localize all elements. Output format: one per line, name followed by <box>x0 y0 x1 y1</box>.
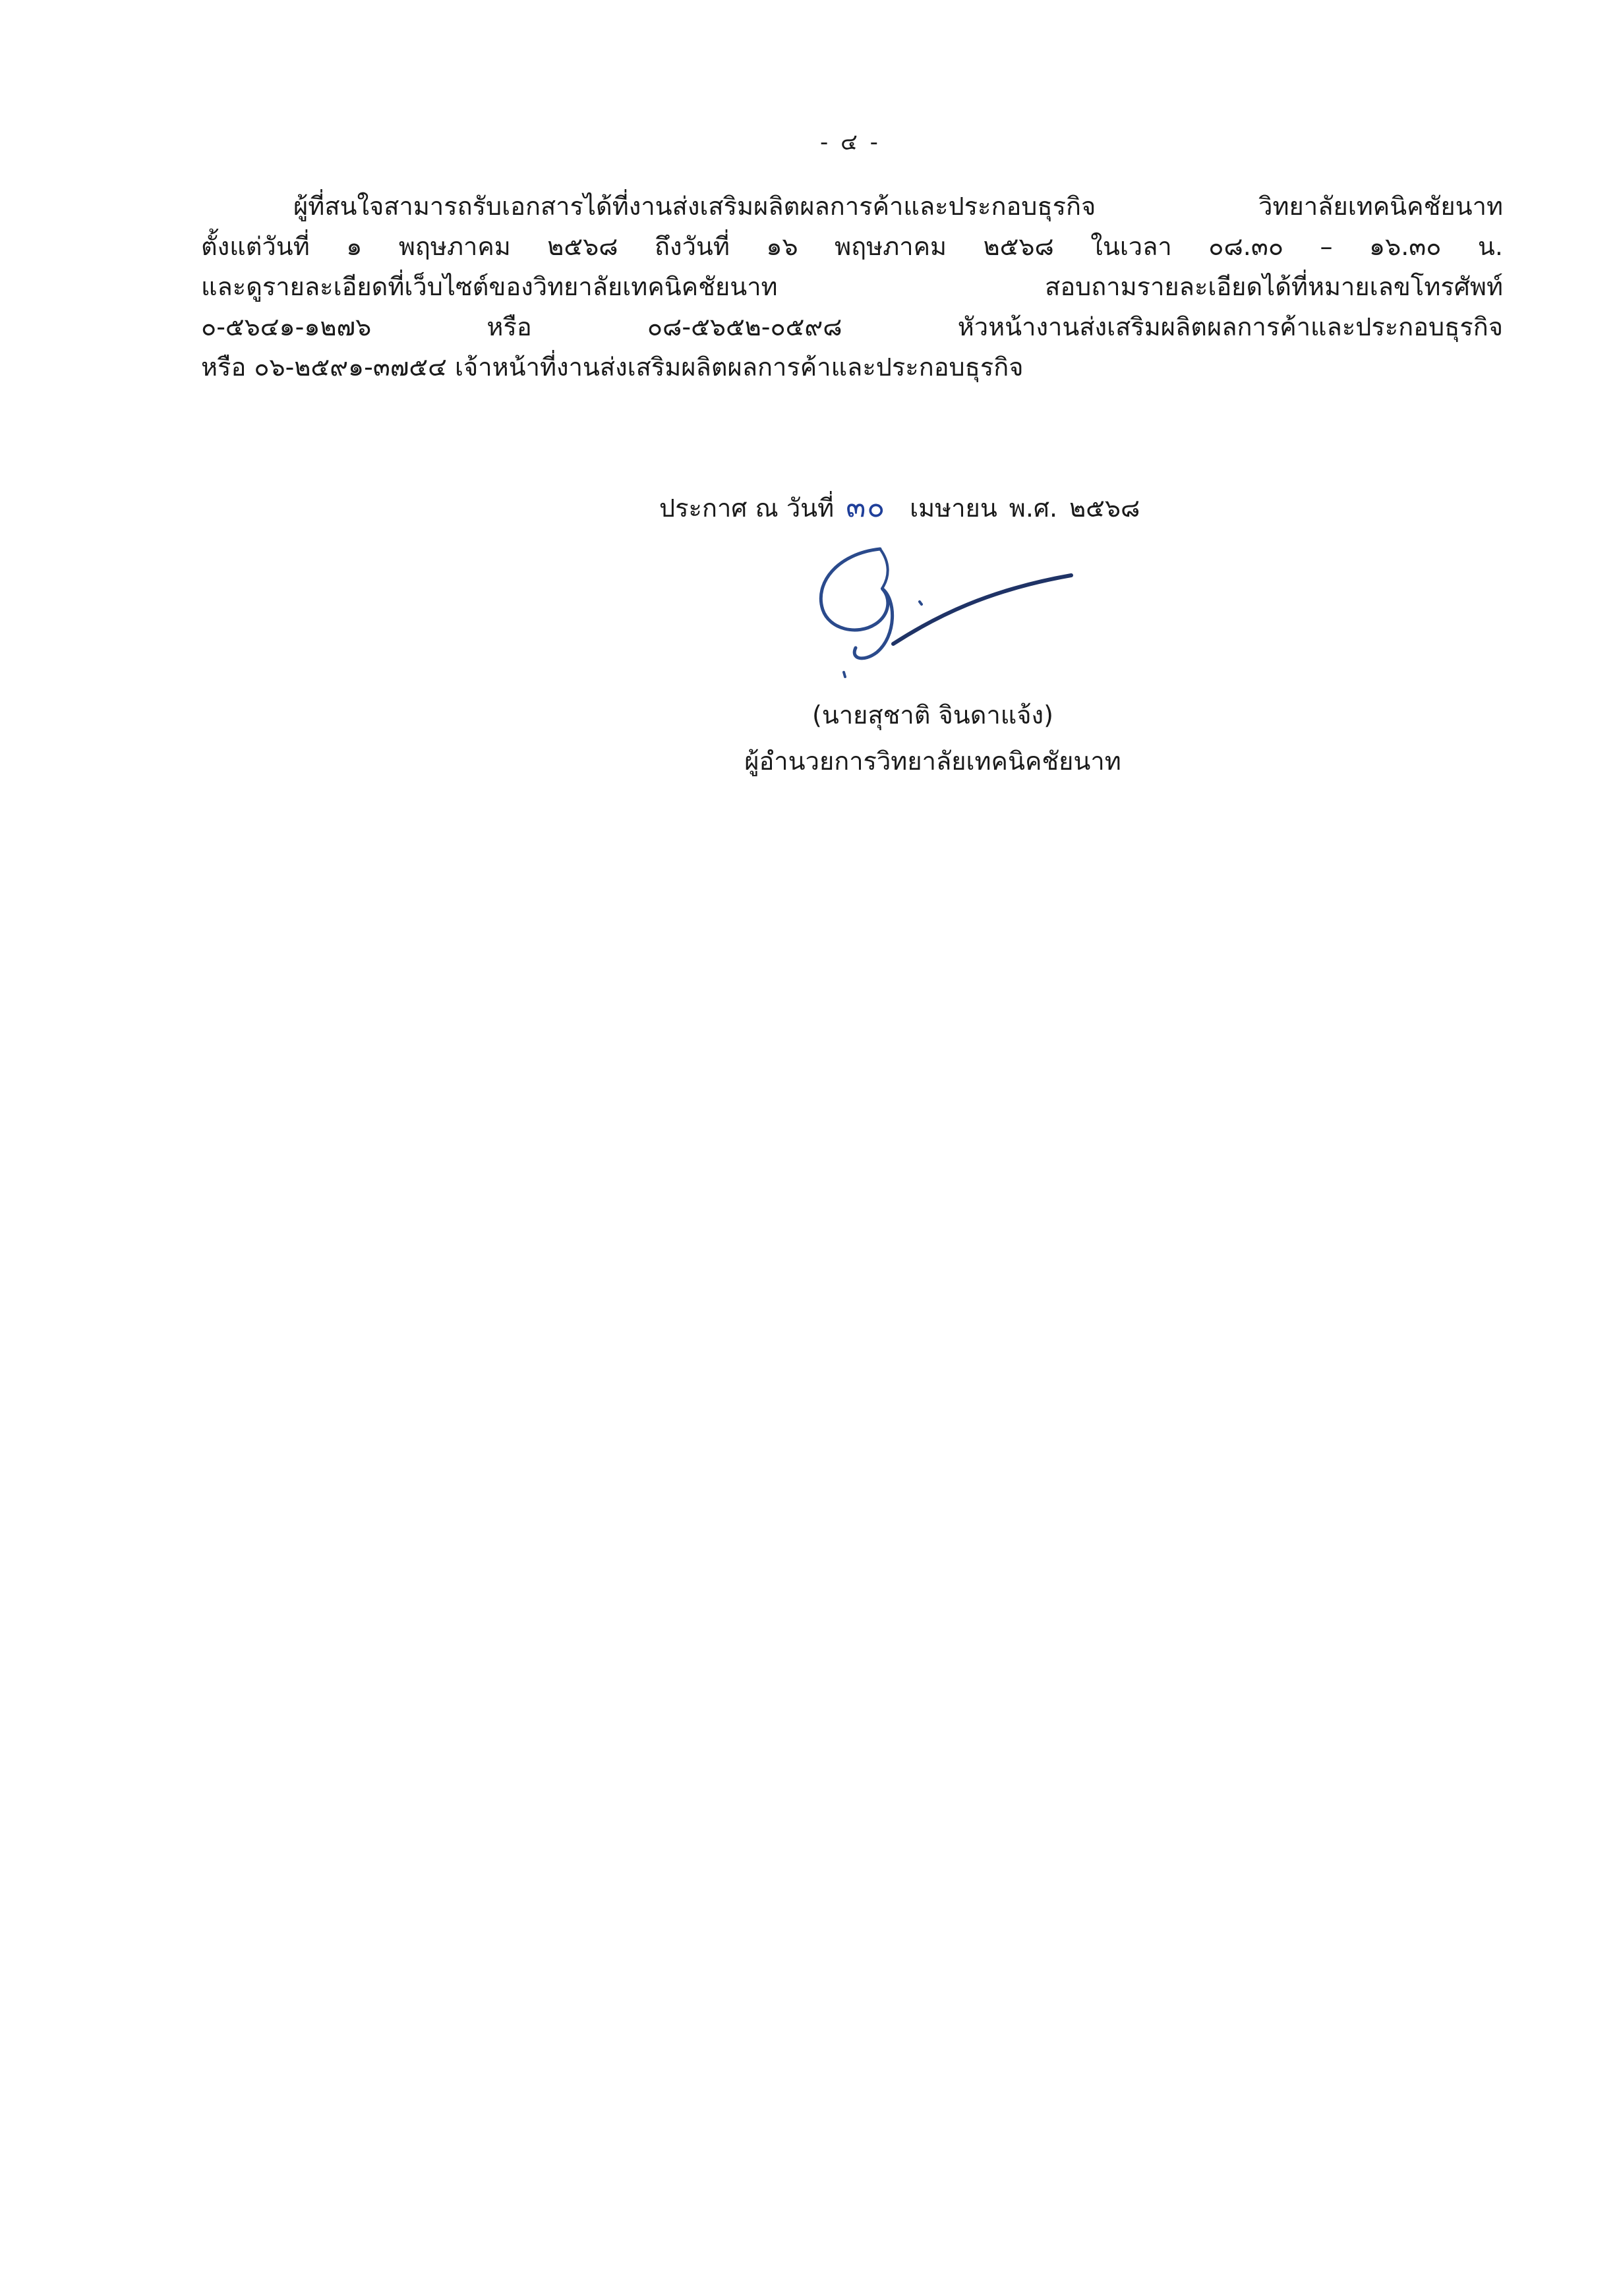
body-paragraph <box>201 187 1503 387</box>
announcement-year: ๒๕๖๘ <box>1069 494 1140 523</box>
announcement-month: เมษายน <box>910 494 997 523</box>
body-line: หรือ ๐๖-๒๕๙๑-๓๗๕๔ เจ้าหน้าที่งานส่งเสริมผลิตผลการค้าและประกอบธุรกิจ <box>201 353 1024 382</box>
body-line: และดูรายละเอียดที่เว็บไซต์ของวิทยาลัยเทคนิคชัยนาท สอบถามรายละเอียดได้ที่หมายเลขโทรศัพท์ <box>201 272 1503 301</box>
page-number: - ๔ - <box>820 129 881 156</box>
announcement-date <box>659 491 1140 525</box>
handwritten-signature <box>798 537 1081 689</box>
announcement-era: พ.ศ. <box>1009 494 1058 523</box>
body-line: ๐-๕๖๔๑-๑๒๗๖ หรือ ๐๘-๕๖๕๒-๐๕๙๘ หัวหน้างานส่งเสริมผลิตผลการค้าและประกอบธุรกิจ <box>201 312 1503 341</box>
handwritten-day: ๓๐ <box>846 490 887 524</box>
body-line: ตั้งแต่วันที่ ๑ พฤษภาคม ๒๕๖๘ ถึงวันที่ ๑๖ พฤษภาคม ๒๕๖๘ ในเวลา ๐๘.๓๐ – ๑๖.๓๐ น. <box>201 232 1503 261</box>
announcement-prefix: ประกาศ ณ วันที่ <box>659 494 835 523</box>
signer-name: (นายสุชาติ จินดาแจ้ง) <box>812 701 1053 730</box>
signer-title: ผู้อำนวยการวิทยาลัยเทคนิคชัยนาท <box>744 747 1121 776</box>
body-line: ผู้ที่สนใจสามารถรับเอกสารได้ที่งานส่งเสริมผลิตผลการค้าและประกอบธุรกิจ วิทยาลัยเทคนิคชัยนาท <box>293 192 1503 221</box>
